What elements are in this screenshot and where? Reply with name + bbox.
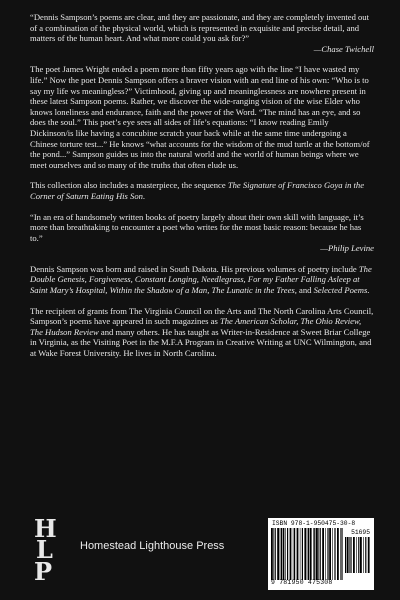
magazine-titles: The American Scholar, The Ohio Review, The Hudson Review bbox=[30, 316, 362, 337]
book-title-last: Selected Poems bbox=[313, 285, 368, 296]
back-cover-text bbox=[30, 12, 374, 359]
barcode-number: 9 781950 475308 bbox=[271, 579, 333, 586]
collection-paragraph: This collection also includes a masterpiece, the sequence The Signature of Francisco Goya in the Corner of Saturn Eating His Son. bbox=[30, 180, 365, 201]
quote-chase-twichell: “Dennis Sampson’s poems are clear, and they are passionate, and they are completely invented out of a combination of the physical world, which is represented in exquisite and precise detail, and matters of the human heart. And what more could you ask for?” bbox=[30, 12, 369, 44]
cover-footer bbox=[30, 514, 374, 594]
publisher-logo: H L P bbox=[34, 514, 57, 586]
review-paragraph: The poet James Wright ended a poem more than fifty years ago with the line “I have wasted my life.” Now the poet Dennis Sampson offers a braver vision with an end line of his own: “Who is to say my life ws meaningless?” Victimhood, giving up and meaninglessness are nowhere present in these latest Sampson poems. Rather, we discover the wide-ranging vision of the wise Elder who knows loneliness and endurance, faith and the power of the Word. “The mind has an eye, and so does the soul.” This poet’s eye sees all sides of life’s equations: “I know reading Emily Dickinson/is like having a concubine scratch your back while at the same time undergoing a Chinese torture test...” He knows “what accounts for the wisdom of the mud turtle at the bottom/of the pond...” Sampson guides us into the natural world and the world of human beings where we meet ourselves and so many of the truths that often elude us. bbox=[30, 64, 370, 170]
attribution-philip-levine: —Philip Levine bbox=[320, 243, 374, 254]
sequence-title: The Signature of Francisco Goya in the Corner of Saturn Eating His Son bbox=[30, 180, 365, 201]
grants-paragraph: The recipient of grants from The Virginia Council on the Arts and The North Carolina Arts Council, Sampson’s poems have appeared in such magazines as The American Scholar, The Ohio Review, The Hudson Review and many others. He has taught as Writer-in-Residence at Sweet Briar College in Virginia, as the Visiting Poet in the M.F.A Program in Creative Writing at UNC Wilmington, and at Wake Forest University. He lives in North Carolina. bbox=[30, 305, 374, 359]
isbn-barcode bbox=[268, 518, 374, 590]
attribution-chase-twichell: —Chase Twichell bbox=[313, 43, 374, 54]
bio-paragraph: Dennis Sampson was born and raised in South Dakota. His previous volumes of poetry include The Double Genesis, Forgiveness, Constant Longing, Needlegrass, For my Father Falling Asleep at Saint Mary’s Hospital, Within the Shadow of a Man, The Lunatic in the Trees, and Selected Poems. bbox=[30, 263, 372, 296]
quote-philip-levine: “In an era of handsomely written books of poetry largely about their own skill with language, it’s more than breathtaking to encounter a poet who writes for the most basic reason: because he has to.” bbox=[30, 211, 364, 243]
barcode-bars bbox=[271, 528, 343, 580]
book-titles: The Double Genesis, Forgiveness, Constant Longing, Needlegrass, For my Father Falling Asleep at Saint Mary’s Hospital, Within the Shadow of a Man, The Lunatic in the Trees, bbox=[30, 263, 372, 296]
price-barcode-bars bbox=[345, 537, 371, 573]
isbn-label: ISBN 978-1-950475-30-8 bbox=[272, 520, 356, 527]
publisher-name: Homestead Lighthouse Press bbox=[80, 540, 225, 552]
price-code: 51695 bbox=[351, 529, 370, 536]
